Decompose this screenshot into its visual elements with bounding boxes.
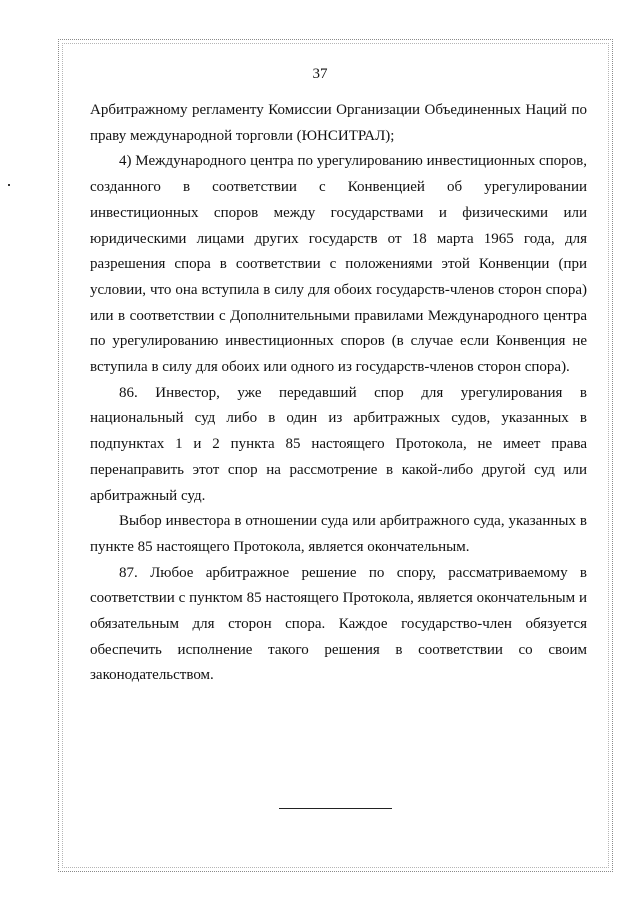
margin-mark xyxy=(8,184,10,186)
page-number: 37 xyxy=(312,66,328,82)
paragraph-86: 86. Инвестор, уже передавший спор для урегулирования в национальный суд либо в один из арбитражных судов, указанных в подпунктах 1 и 2 пункта 85 настоящего Протокола, не имеет права перенаправить этот спор на рассмотрение в какой-либо другой суд или арбитражный суд. xyxy=(90,384,587,504)
end-of-text-rule xyxy=(279,808,392,809)
paragraph-item-4: 4) Международного центра по урегулированию инвестиционных споров, созданного в соответствии с Конвенцией об урегулировании инвестиционных споров между государствами и физическими или юридическими лицами других государств от 18 марта 1965 года, для разрешения спора в соответствии с положениями этой Конвенции (при условии, что она вступила в силу для обоих государств-членов сторон спора) или в соответствии с Дополнительными правилами Международного центра по урегулированию инвестиционных споров (в случае если Конвенция не вступила в силу для обоих или одного из государств-членов сторон спора). xyxy=(90,153,587,376)
paragraph-investor-choice: Выбор инвестора в отношении суда или арбитражного суда, указанных в пункте 85 настоящего Протокола, является окончательным. xyxy=(90,513,587,555)
paragraph-continuation: Арбитражному регламенту Комиссии Организации Объединенных Наций по праву международной торговли (ЮНСИТРАЛ); xyxy=(90,102,587,144)
paragraph-87: 87. Любое арбитражное решение по спору, рассматриваемому в соответствии с пунктом 85 настоящего Протокола, является окончательным и обязательным для сторон спора. Каждое государство-член обязуется обеспечить исполнение такого решения в соответствии со своим законодательством. xyxy=(90,564,587,684)
document-body xyxy=(90,98,587,689)
